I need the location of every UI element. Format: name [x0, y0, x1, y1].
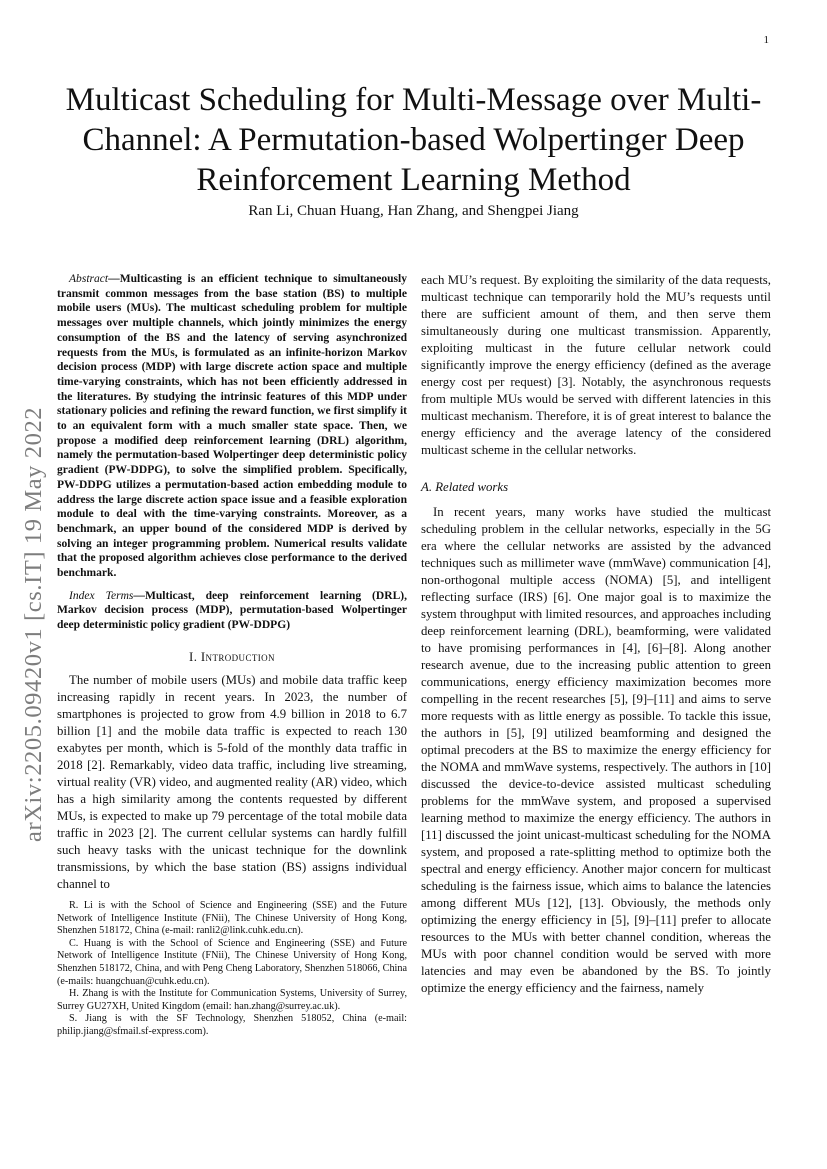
author-footnotes: [57, 900, 407, 1039]
arxiv-identifier: arXiv:2205.09420v1 [cs.IT] 19 May 2022: [20, 406, 47, 842]
left-column: [57, 272, 407, 893]
author-list: Ran Li, Chuan Huang, Han Zhang, and Shengpei Jiang: [248, 203, 579, 219]
index-terms-label: Index Terms: [69, 589, 134, 602]
related-works-paragraph: In recent years, many works have studied the multicast scheduling problem in the cellular networks, especially in the 5G era where the cellular networks are assisted by the advanced techniques such as millimeter wave (mmWave) communication [4], non-orthogonal multiple access (NOMA) [5], and intelligent reflecting surface (IRS) [6]. One major goal is to maximize the system throughput with limited resources, and approaches including deep reinforcement learning (DRL), beamforming, were validated to have promising performances in [4], [6]–[8]. Along another research avenue, due to the increasing public attention to green communications, energy efficiency maximization becomes more compelling in the recent researches [5], [9]–[11] and aims to serve more requests with as little energy as possible. To tackle this issue, the authors in [5], [9] utilized beamforming and designed the optimal precoders at the BS to maximize the energy efficiency for the NOMA and mmWave systems, respectively. The authors in [10] discussed the device-to-device assisted multicast scheduling problems for the mmWave system, and proposed a supervised learning method to maximize the energy efficiency. The authors in [11] discussed the joint unicast-multicast scheduling for the NOMA system, and proposed a rate-splitting method to optimize both the spectral and energy efficiency. Another major concern for multicast scheduling is the fairness issue, which aims to balance the latencies among different MUs [12], [13]. Obviously, the methods only optimizing the energy efficiency in [5], [9]–[11] prefer to allocate resources to the MUs with better channel condition, whereas the MUs with poor channel condition would be served with more latencies and may even be abandoned by the BS. To jointly optimize the energy efficiency and the fairness, namely: [421, 505, 771, 995]
introduction-continuation: each MU’s request. By exploiting the similarity of the data requests, multicast technique can temporarily hold the MU’s requests until there are sufficient amount of them, and then serve them simultaneously during one multicast transmission. Apparently, exploiting multicast in the future cellular network could significantly improve the energy efficiency (defined as the average energy cost per request) [3]. Notably, the asynchronous requests from multiple MUs would be served with different latencies in this multicast mechanism. Therefore, it is of great interest to balance the energy efficiency and the average latency of the considered multicast scheme in the cellular networks.: [421, 273, 771, 457]
right-column: [421, 272, 771, 997]
footnote: R. Li is with the School of Science and Engineering (SSE) and the Future Network of Intelligence Institute (FNii), The Chinese University of Hong Kong, Shenzhen 518172, China (e-mail: ranli2@link.cuhk.edu.cn).: [57, 900, 407, 937]
footnote: H. Zhang is with the Institute for Communication Systems, University of Surrey, Surrey GU27XH, United Kingdom (email: han.zhang@surrey.ac.uk).: [57, 988, 407, 1012]
abstract: [57, 272, 407, 581]
paper-title: Multicast Scheduling for Multi-Message over Multi-Channel: A Permutation-based Wolpertinger Deep Reinforcement Learning Method: [65, 82, 762, 198]
footnote: S. Jiang is with the SF Technology, Shenzhen 518052, China (e-mail: philip.jiang@sfmail.sf-express.com).: [57, 1013, 407, 1037]
page-number: 1: [763, 34, 769, 46]
footnote: C. Huang is with the School of Science and Engineering (SSE) and Future Network of Intelligence Institute (FNii), The Chinese University of Hong Kong, Shenzhen 518172, China, and with Peng Cheng Laboratory, Shenzhen 518066, China (e-mails: huangchuan@cuhk.edu.cn).: [57, 937, 407, 987]
section-heading-introduction: I. Introduction: [189, 649, 275, 664]
abstract-label: Abstract: [69, 273, 109, 285]
index-terms: [57, 589, 407, 633]
subsection-heading-related-works: A. Related works: [421, 480, 509, 494]
abstract-body: —Multicasting is an efficient technique to simultaneously transmit common messages from the base station (BS) to multiple mobile users (MUs). The multicast scheduling problem for multiple messages over multiple channels, which jointly minimizes the energy consumption of the BS and the latency of serving asynchronized requests from the MUs, is formulated as an infinite-horizon Markov decision process (MDP) with large discrete action space and multiple time-varying constraints, which has not been efficiently addressed in the literatures. By studying the intrinsic features of this MDP under stationary policies and refining the reward function, we first simplify it to an equivalent form with a much smaller state space. Then, we propose a modified deep reinforcement learning (DRL) algorithm, namely the permutation-based Wolpertinger deep deterministic policy gradient (PW-DDPG), to solve the simplified problem. Specifically, PW-DDPG utilizes a permutation-based action embedding module to address the large discrete action space issue and a feasible exploration module to deal with the time-varying constraints. Moreover, as a benchmark, an upper bound of the considered MDP is derived by solving an integer programming problem. Numerical results validate that the proposed algorithm achieves close performance to the derived benchmark.: [57, 273, 407, 580]
index-terms-body: —Multicast, deep reinforcement learning (DRL), Markov decision process (MDP), permutation-based Wolpertinger deep deterministic policy gradient (PW-DDPG): [57, 589, 408, 632]
introduction-paragraph: The number of mobile users (MUs) and mobile data traffic keep increasing rapidly in recent years. In 2023, the number of smartphones is projected to grow from 4.9 billion in 2018 to 6.7 billion [1] and the mobile data traffic is expected to reach 130 exabytes per month, which is 5-fold of the monthly data traffic in 2018 [2]. Remarkably, video data traffic, including live streaming, virtual reality (VR) video, and augmented reality (AR) video, which has a high similarity among the contents requested by different MUs, is expected to make up 79 percentage of the total mobile data traffic in 2023 [2]. The current cellular systems can hardly fulfill such heavy tasks with the unicast technique for the downlink transmissions, by which the base station (BS) assigns individual channel to: [57, 672, 407, 891]
